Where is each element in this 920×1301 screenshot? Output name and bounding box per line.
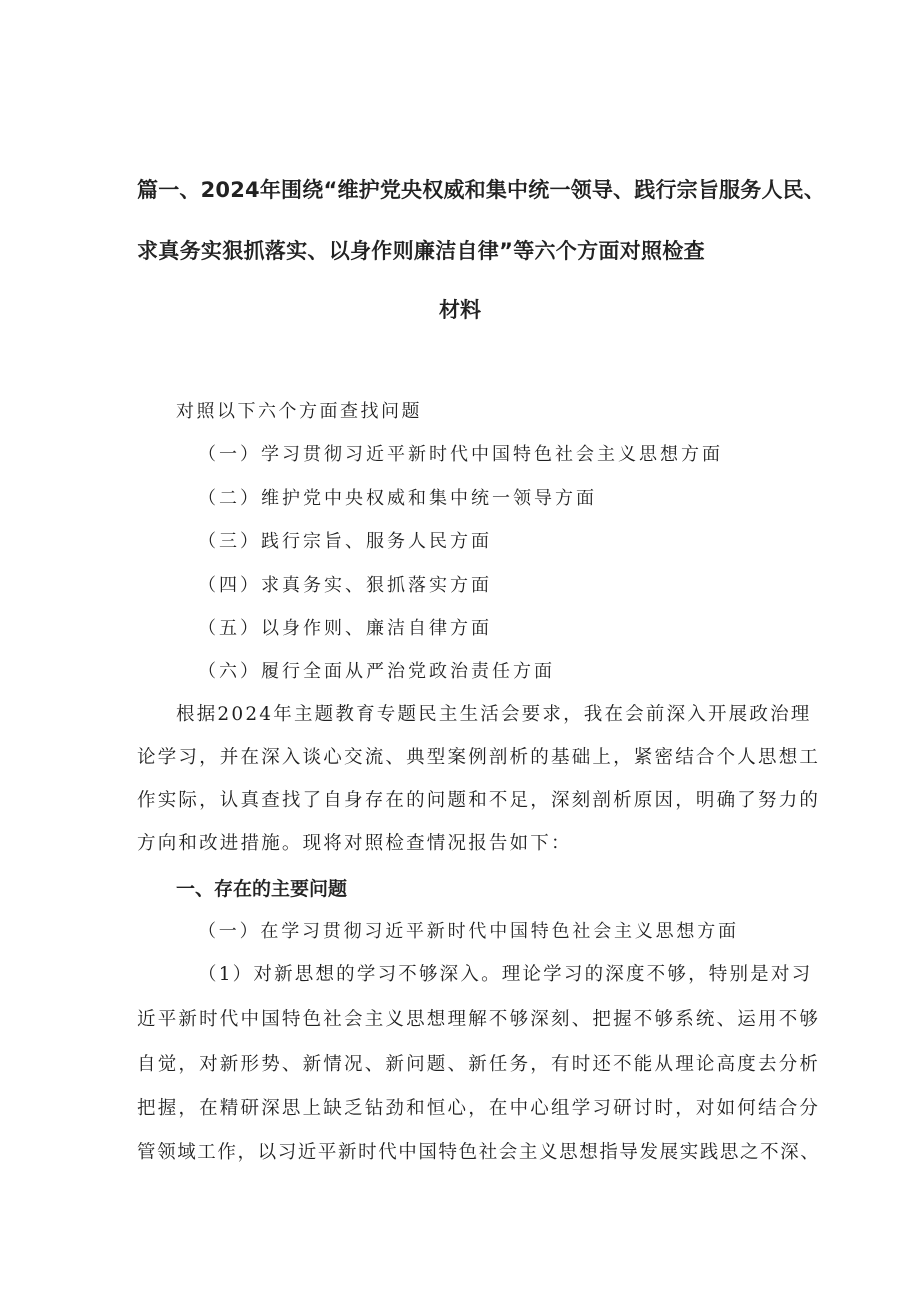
paragraph2-line-1: （1）对新思想的学习不够深入。理论学习的深度不够，特别是对习 xyxy=(198,964,813,985)
paragraph1-line-2: 论学习，并在深入谈心交流、典型案例剖析的基础上，紧密结合个人思想工 xyxy=(137,747,821,768)
aspect-item-1: （一）学习贯彻习近平新时代中国特色社会主义思想方面 xyxy=(198,444,723,465)
aspect-item-2: （二）维护党中央权威和集中统一领导方面 xyxy=(198,488,597,509)
aspect-item-3: （三）践行宗旨、服务人民方面 xyxy=(198,531,492,552)
paragraph1-line-4: 方向和改进措施。现将对照检查情况报告如下： xyxy=(137,833,572,854)
paragraph2-line-3: 自觉，对新形势、新情况、新问题、新任务，有时还不能从理论高度去分析 xyxy=(137,1054,821,1075)
intro-text: 对照以下六个方面查找问题 xyxy=(176,401,422,422)
section-heading: 一、存在的主要问题 xyxy=(176,878,348,900)
paragraph2-line-4: 把握，在精研深思上缺乏钻劲和恒心，在中心组学习研讨时，对如何结合分 xyxy=(137,1098,821,1119)
paragraph1-line-1: 根据2024年主题教育专题民主生活会要求，我在会前深入开展政治理 xyxy=(176,704,812,725)
aspect-item-6: （六）履行全面从严治党政治责任方面 xyxy=(198,661,555,682)
paragraph2-line-5: 管领域工作，以习近平新时代中国特色社会主义思想指导发展实践思之不深、 xyxy=(137,1142,821,1163)
subsection-heading: （一）在学习贯彻习近平新时代中国特色社会主义思想方面 xyxy=(198,921,739,942)
document-title-line-1: 篇一、2024年围绕“维护党央权威和集中统一领导、践行宗旨服务人民、 xyxy=(137,178,826,202)
aspect-item-5: （五）以身作则、廉洁自律方面 xyxy=(198,618,492,639)
document-title-line-3: 材料 xyxy=(439,298,481,322)
paragraph2-line-2: 近平新时代中国特色社会主义思想理解不够深刻、把握不够系统、运用不够 xyxy=(137,1009,821,1030)
document-title-line-2: 求真务实狠抓落实、以身作则廉洁自律”等六个方面对照检查 xyxy=(137,239,705,263)
paragraph1-line-3: 作实际，认真查找了自身存在的问题和不足，深刻剖析原因，明确了努力的 xyxy=(137,790,821,811)
aspect-item-4: （四）求真务实、狠抓落实方面 xyxy=(198,575,492,596)
